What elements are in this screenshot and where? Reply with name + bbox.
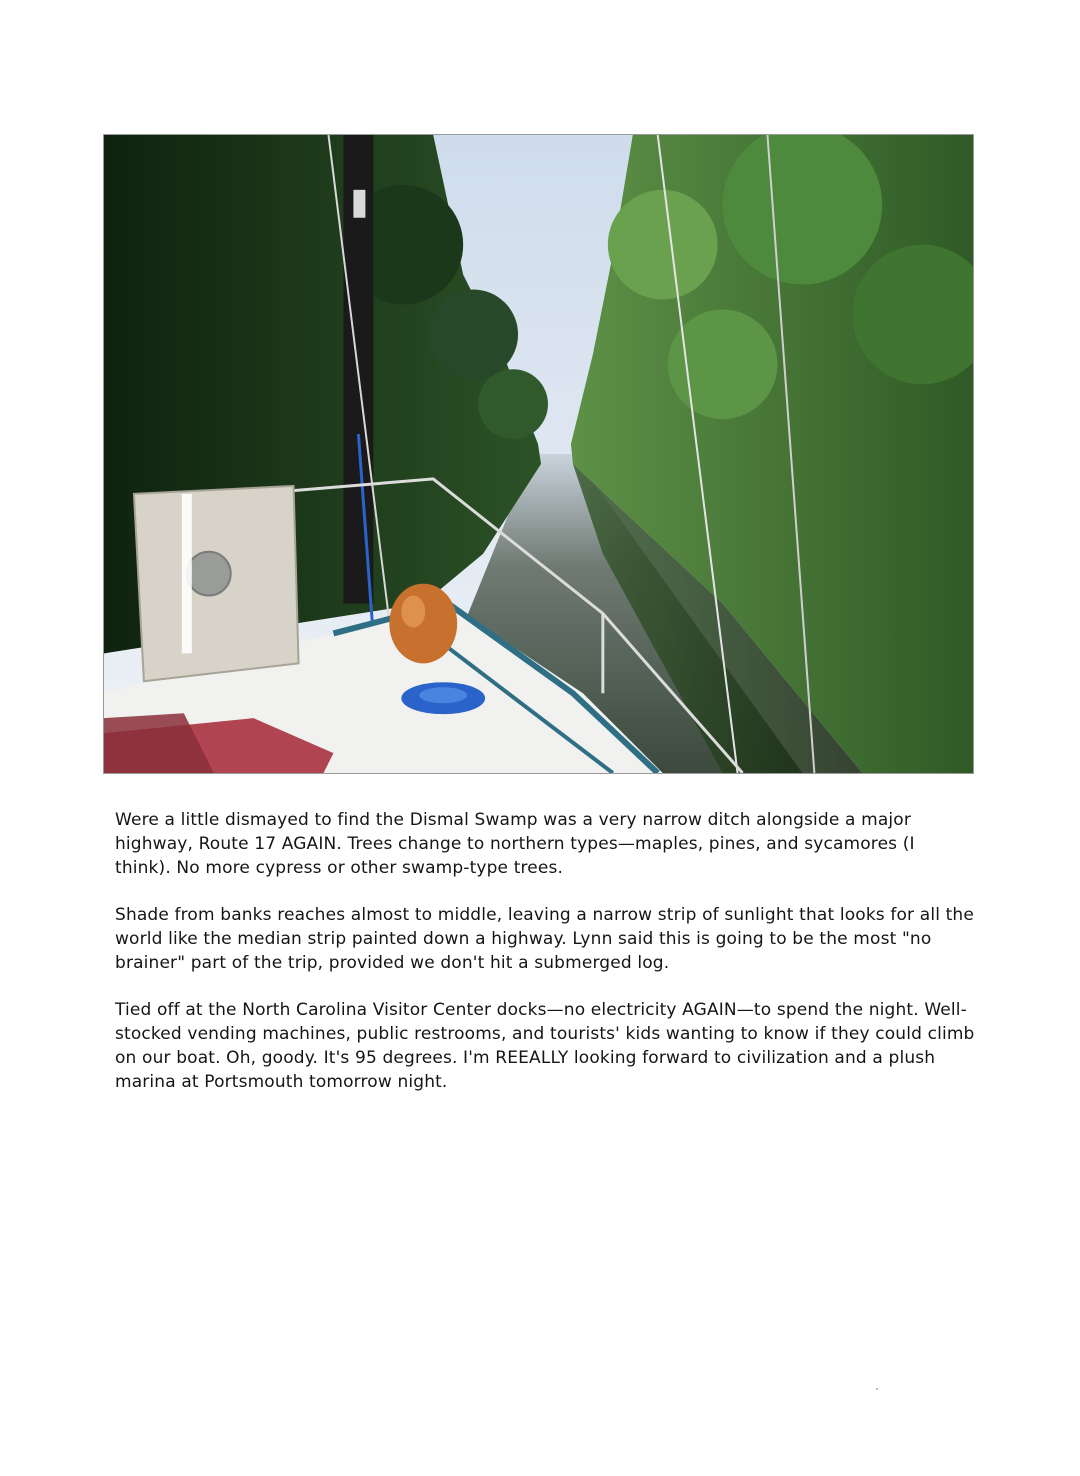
paragraph: Shade from banks reaches almost to middle, leaving a narrow strip of sunlight that looks for all the world like the median strip painted down a highway. Lynn said this is going to be the most "no brainer" part of the trip, provided we don't hit a submerged log. — [115, 905, 974, 973]
fender — [389, 584, 457, 664]
journal-text — [115, 808, 975, 1117]
scan-speck — [876, 1388, 878, 1390]
paragraph: Tied off at the North Carolina Visitor Center docks—no electricity AGAIN—to spend the night. Well-stocked vending machines, public restrooms, and tourists' kids wanting to know if they could climb on our boat. Oh, goody. It's 95 degrees. I'm REEALLY looking forward to civilization and a plush marina at Portsmouth tomorrow night. — [115, 1000, 975, 1092]
canal-photo — [103, 134, 974, 774]
canal-photo-illustration — [104, 135, 973, 773]
vent-icon — [187, 552, 231, 596]
paragraph: Were a little dismayed to find the Dismal Swamp was a very narrow ditch alongside a major highway, Route 17 AGAIN. Trees change to northern types—maples, pines, and sycamores (I think). No more cypress or other swamp-type trees. — [115, 810, 915, 878]
